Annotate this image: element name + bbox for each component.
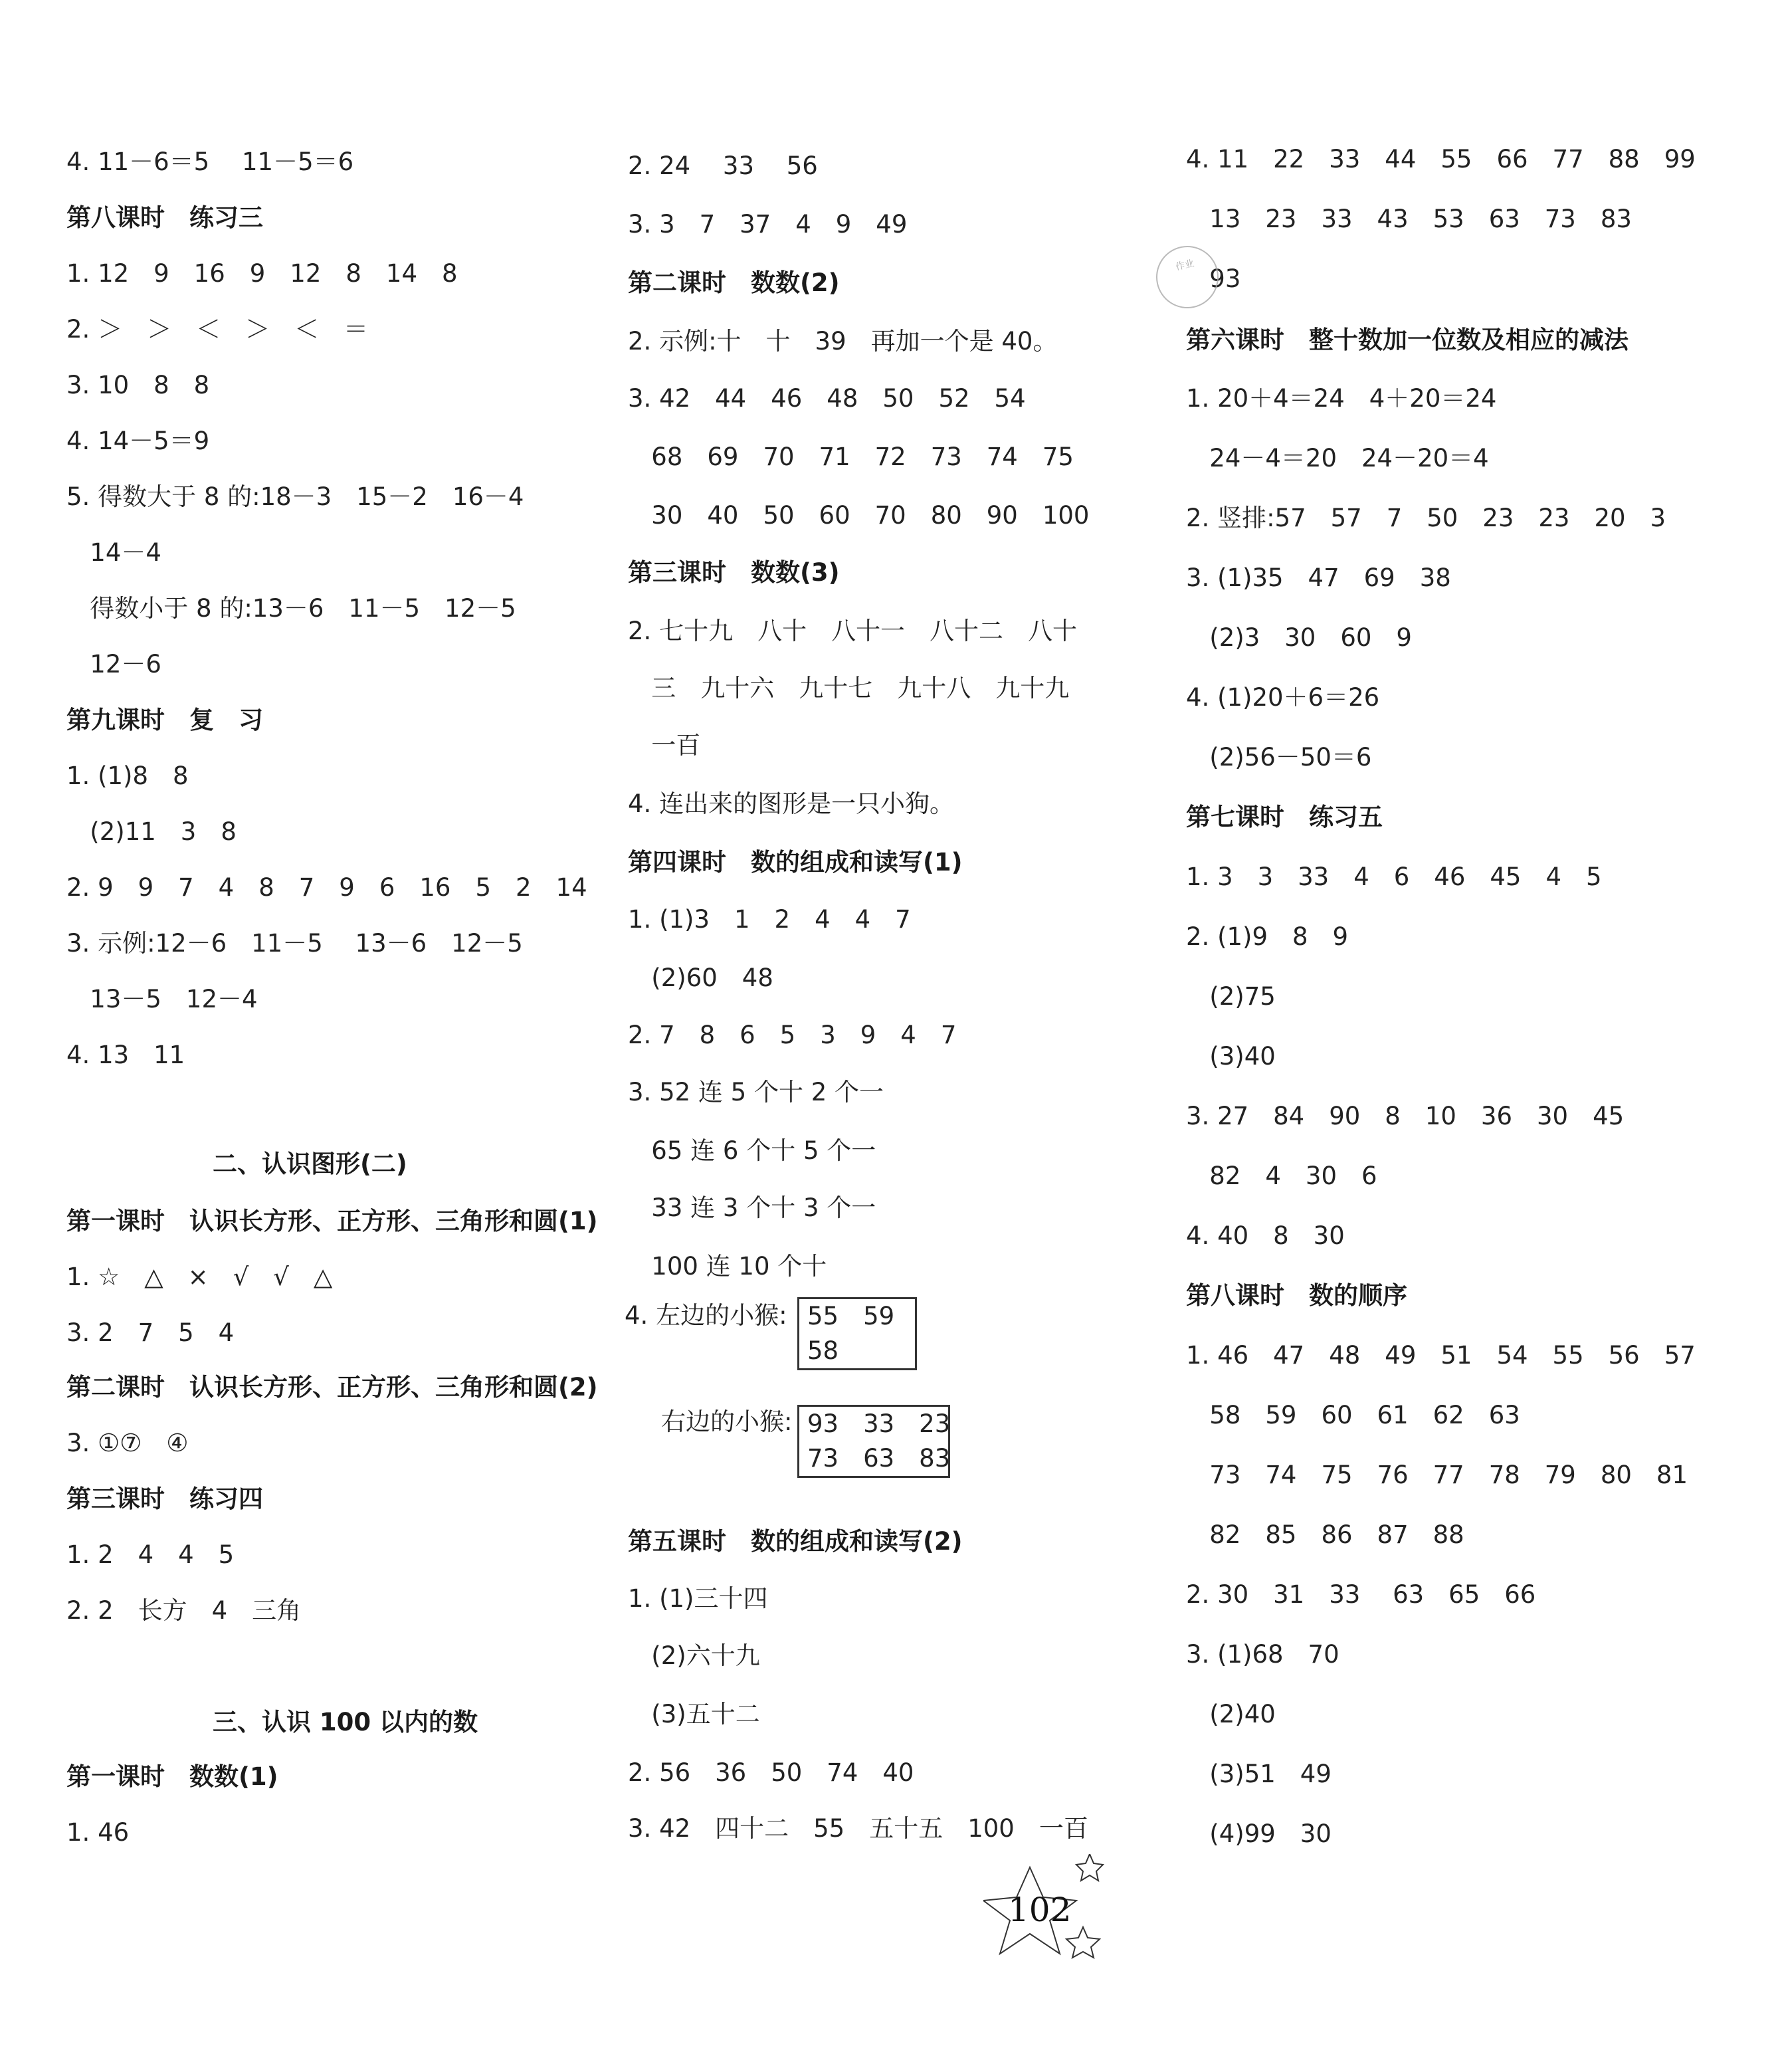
answer-line: 33 连 3 个十 3 个一 [628,1193,876,1222]
answer-line: 1. 3 3 33 4 6 46 45 4 5 [1186,863,1602,891]
page-number: 102 [1008,1891,1072,1929]
right-monkey-label: 右边的小猴: [661,1407,793,1436]
answer-line: 5. 得数大于 8 的:18－3 15－2 16－4 [66,482,524,511]
answer-line: 3. 示例:12－6 11－5 13－6 12－5 [66,929,523,958]
answer-line: 1. (1)三十四 [628,1584,768,1613]
answer-line: 3. 42 44 46 48 50 52 54 [628,384,1026,413]
answer-line: (2)40 [1186,1700,1276,1728]
answer-line: (2)56－50＝6 [1186,743,1372,772]
section-heading: 第三课时 练习四 [66,1485,263,1513]
answer-line: 4. 13 11 [66,1041,185,1069]
section-heading: 第二课时 认识长方形、正方形、三角形和圆(2) [66,1373,598,1401]
answer-line: 13 23 33 43 53 63 73 83 [1186,205,1632,233]
answer-line: (3)51 49 [1186,1760,1332,1788]
answer-line: 3. 10 8 8 [66,371,210,399]
answer-line: 1. 12 9 16 9 12 8 14 8 [66,259,458,288]
answer-line: 2. (1)9 8 9 [1186,922,1349,951]
answer-line: 2. ＞ ＞ ＜ ＞ ＜ ＝ [66,315,369,344]
answer-line: 4. 40 8 30 [1186,1221,1345,1250]
answer-line: 2. 竖排:57 57 7 50 23 23 20 3 [1186,504,1666,532]
answer-line: 2. 24 33 56 [628,152,818,180]
section-heading: 第八课时 练习三 [66,203,263,232]
answer-line: 1. (1)3 1 2 4 4 7 [628,905,911,934]
answer-line: 2. 30 31 33 63 65 66 [1186,1580,1536,1609]
answer-line: 82 4 30 6 [1186,1162,1377,1190]
answer-line: 3. 27 84 90 8 10 36 30 45 [1186,1102,1625,1130]
answer-line: 1. 2 4 4 5 [66,1540,235,1569]
answer-line: 100 连 10 个十 [628,1252,827,1281]
answer-line: 3. 3 7 37 4 9 49 [628,210,908,239]
section-heading: 第九课时 复 习 [66,706,263,734]
answer-line: (4)99 30 [1186,1819,1332,1848]
chapter-heading: 二、认识图形(二) [213,1150,407,1178]
answer-line: 2. 七十九 八十 八十一 八十二 八十 [628,617,1078,645]
answer-line: 4. 14－5＝9 [66,427,210,455]
answer-line: (2)11 3 8 [66,817,237,846]
answer-line: (2)六十九 [628,1641,760,1670]
section-heading: 第二课时 数数(2) [628,268,840,297]
answer-line: 3. (1)68 70 [1186,1640,1339,1669]
section-heading: 第六课时 整十数加一位数及相应的减法 [1186,326,1629,354]
answer-line: 4. 11－6＝5 11－5＝6 [66,148,354,176]
answer-line: 1. 46 47 48 49 51 54 55 56 57 [1186,1341,1696,1370]
answer-line: (2)3 30 60 9 [1186,623,1412,652]
answer-line: 得数小于 8 的:13－6 11－5 12－5 [66,594,516,623]
answer-line: 30 40 50 60 70 80 90 100 [628,501,1090,530]
section-heading: 第四课时 数的组成和读写(1) [628,848,963,877]
answer-line: 65 连 6 个十 5 个一 [628,1136,876,1165]
left-monkey-label: 4. 左边的小猴: [625,1301,787,1330]
answer-line: 93 [1186,264,1241,293]
left-monkey-box-row1: 55 59 [807,1302,895,1330]
answer-line: 2. 示例:十 十 39 再加一个是 40。 [628,327,1058,356]
answer-line: 2. 7 8 6 5 3 9 4 7 [628,1021,957,1049]
stamp-logo: 作业 [1150,240,1224,314]
small-star-icon [1076,1854,1103,1881]
answer-line: 13－5 12－4 [66,985,258,1013]
left-monkey-box-row2: 58 [807,1336,839,1365]
section-heading: 第一课时 认识长方形、正方形、三角形和圆(1) [66,1207,598,1235]
answer-line: 1. 20＋4＝24 4＋20＝24 [1186,384,1497,413]
answer-line: 一百 [628,731,701,760]
section-heading: 第三课时 数数(3) [628,558,840,587]
answer-line: 三 九十六 九十七 九十八 九十九 [628,674,1070,702]
answer-line: 14－4 [66,538,161,567]
answer-line: 3. 42 四十二 55 五十五 100 一百 [628,1814,1088,1843]
answer-line: 3. ①⑦ ④ [66,1429,189,1457]
answer-line: 1. (1)8 8 [66,762,189,790]
chapter-heading: 三、认识 100 以内的数 [213,1708,478,1736]
right-monkey-box-row2: 73 63 83 [807,1444,951,1473]
answer-line: 2. 9 9 7 4 8 7 9 6 16 5 2 14 [66,873,587,902]
section-heading: 第五课时 数的组成和读写(2) [628,1527,963,1556]
answer-line: 3. 2 7 5 4 [66,1318,235,1347]
right-monkey-box [797,1405,950,1478]
answer-line: 2. 56 36 50 74 40 [628,1758,914,1787]
answer-line: 3. 52 连 5 个十 2 个一 [628,1078,884,1106]
answer-line: 4. 11 22 33 44 55 66 77 88 99 [1186,145,1696,173]
section-heading: 第一课时 数数(1) [66,1762,278,1791]
left-monkey-box [797,1297,917,1370]
section-heading: 第七课时 练习五 [1186,803,1383,831]
answer-line: 12－6 [66,650,161,678]
answer-line: 58 59 60 61 62 63 [1186,1401,1520,1429]
answer-line: 82 85 86 87 88 [1186,1520,1464,1549]
answer-line: 68 69 70 71 72 73 74 75 [628,443,1074,471]
answer-line: 4. 连出来的图形是一只小狗。 [628,789,955,818]
right-monkey-box-row1: 93 33 23 [807,1409,951,1438]
answer-line: (3)40 [1186,1042,1276,1071]
section-heading: 第八课时 数的顺序 [1186,1281,1407,1310]
small-star-icon-2 [1066,1927,1100,1958]
answer-line: (3)五十二 [628,1700,760,1728]
answer-line: 73 74 75 76 77 78 79 80 81 [1186,1461,1688,1489]
answer-line: 24－4＝20 24－20＝4 [1186,444,1489,472]
answer-line: 4. (1)20＋6＝26 [1186,683,1380,712]
answer-line: 2. 2 长方 4 三角 [66,1596,302,1625]
answer-line: 1. 46 [66,1818,130,1847]
answer-line: 3. (1)35 47 69 38 [1186,564,1451,592]
answer-line: (2)60 48 [628,964,773,992]
answer-line: 1. ☆ △ × √ √ △ [66,1263,333,1291]
answer-line: (2)75 [1186,982,1276,1011]
